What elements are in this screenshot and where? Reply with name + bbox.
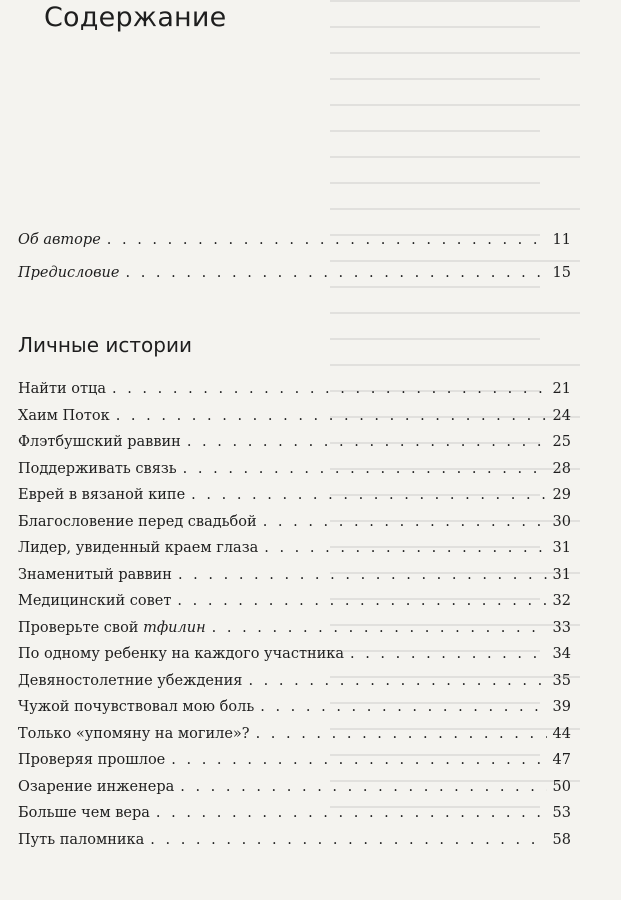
dot-leader — [156, 805, 547, 821]
toc-entry-title: Поддерживать связь — [18, 460, 177, 477]
toc-entry-title: Предисловие — [18, 265, 120, 281]
toc-entry[interactable] — [18, 487, 571, 509]
toc-entry[interactable] — [18, 408, 571, 430]
toc-entry[interactable] — [18, 699, 571, 721]
toc-entry[interactable] — [18, 779, 571, 801]
dot-leader — [171, 752, 546, 768]
toc-entry-title: Только «упомяну на могиле»? — [18, 725, 250, 742]
toc-entry-title: Озарение инженера — [18, 778, 175, 795]
toc-entry-page: 39 — [552, 699, 571, 715]
toc-entry-page: 11 — [552, 232, 571, 248]
dot-leader — [150, 832, 546, 848]
section-title: Личные истории — [18, 333, 192, 357]
dot-leader — [260, 699, 546, 715]
toc-entry-page: 34 — [552, 646, 571, 662]
dot-leader — [107, 232, 547, 248]
toc-entry[interactable] — [18, 514, 571, 536]
toc-entry[interactable] — [18, 540, 571, 562]
toc-entry-page: 21 — [552, 381, 571, 397]
toc-entry-page: 25 — [552, 434, 571, 450]
toc-entry-page: 28 — [552, 460, 571, 477]
toc-entry-page: 31 — [552, 540, 571, 556]
toc-entry-title: Найти отца — [18, 381, 106, 397]
toc-entry-page: 24 — [552, 407, 571, 424]
dot-leader — [183, 461, 547, 477]
toc-entry-title-prefix: Проверьте свой — [18, 619, 144, 636]
toc-entry[interactable] — [18, 434, 571, 456]
toc-entry-title: Лидер, увиденный краем глаза — [18, 540, 259, 556]
toc-entry-page: 35 — [552, 672, 571, 689]
toc-entry-title: Об авторе — [18, 232, 101, 248]
toc-entry-title: Флэтбушский раввин — [18, 434, 181, 450]
dot-leader — [191, 487, 546, 503]
toc-entry-page: 50 — [552, 778, 571, 795]
toc-entry[interactable] — [18, 805, 571, 827]
toc-entry-title: Хаим Поток — [18, 407, 110, 424]
dot-leader — [256, 726, 547, 742]
dot-leader — [177, 593, 546, 609]
toc-entry-page: 58 — [552, 831, 571, 848]
toc-entry-title — [18, 620, 206, 636]
dot-leader — [212, 620, 547, 636]
dot-leader — [187, 434, 547, 450]
toc-entry-title: Больше чем вера — [18, 805, 150, 821]
toc-entry[interactable] — [18, 646, 571, 668]
toc-entry[interactable] — [18, 567, 571, 589]
toc-entry-title: Проверяя прошлое — [18, 752, 166, 768]
toc-entry[interactable] — [18, 381, 571, 403]
toc-entry-page: 44 — [552, 725, 571, 742]
toc-entry-page: 47 — [552, 752, 571, 768]
dot-leader — [350, 646, 547, 662]
toc-entry-title: Медицинский совет — [18, 593, 172, 609]
dot-leader — [248, 673, 546, 689]
toc-entry[interactable] — [18, 673, 571, 695]
dot-leader — [125, 265, 546, 281]
toc-entry-title: Девяностолетние убеждения — [18, 672, 243, 689]
toc-entry[interactable] — [18, 620, 571, 642]
toc-entry-title: Благословение перед свадьбой — [18, 513, 257, 530]
dot-leader — [112, 381, 547, 397]
toc-entry-about-author[interactable] — [18, 232, 571, 254]
toc-entry-page: 15 — [552, 265, 571, 281]
toc-entry-page: 53 — [552, 805, 571, 821]
toc-entry-page: 30 — [552, 513, 571, 530]
toc-entry-preface[interactable] — [18, 265, 571, 287]
toc-entry[interactable] — [18, 832, 571, 854]
toc-entry-page: 31 — [552, 566, 571, 583]
toc-entry-page: 29 — [552, 487, 571, 503]
toc-entry-title: Путь паломника — [18, 831, 145, 848]
toc-entry-title: Знаменитый раввин — [18, 566, 172, 583]
toc-entry-page: 33 — [552, 619, 571, 636]
toc-entry-title-italic: тфилин — [143, 619, 206, 636]
toc-entry[interactable] — [18, 752, 571, 774]
toc-entry[interactable] — [18, 726, 571, 748]
dot-leader — [180, 779, 546, 795]
dot-leader — [263, 514, 547, 530]
toc-entry-title: Чужой почувствовал мою боль — [18, 699, 255, 715]
toc-entry[interactable] — [18, 461, 571, 483]
dot-leader — [116, 408, 547, 424]
toc-entry-title: Еврей в вязаной кипе — [18, 487, 186, 503]
toc-entry-title: По одному ребенку на каждого участника — [18, 646, 344, 662]
dot-leader — [178, 567, 547, 583]
page-title: Содержание — [44, 2, 227, 33]
toc-entry[interactable] — [18, 593, 571, 615]
toc-entry-page: 32 — [552, 593, 571, 609]
dot-leader — [264, 540, 546, 556]
